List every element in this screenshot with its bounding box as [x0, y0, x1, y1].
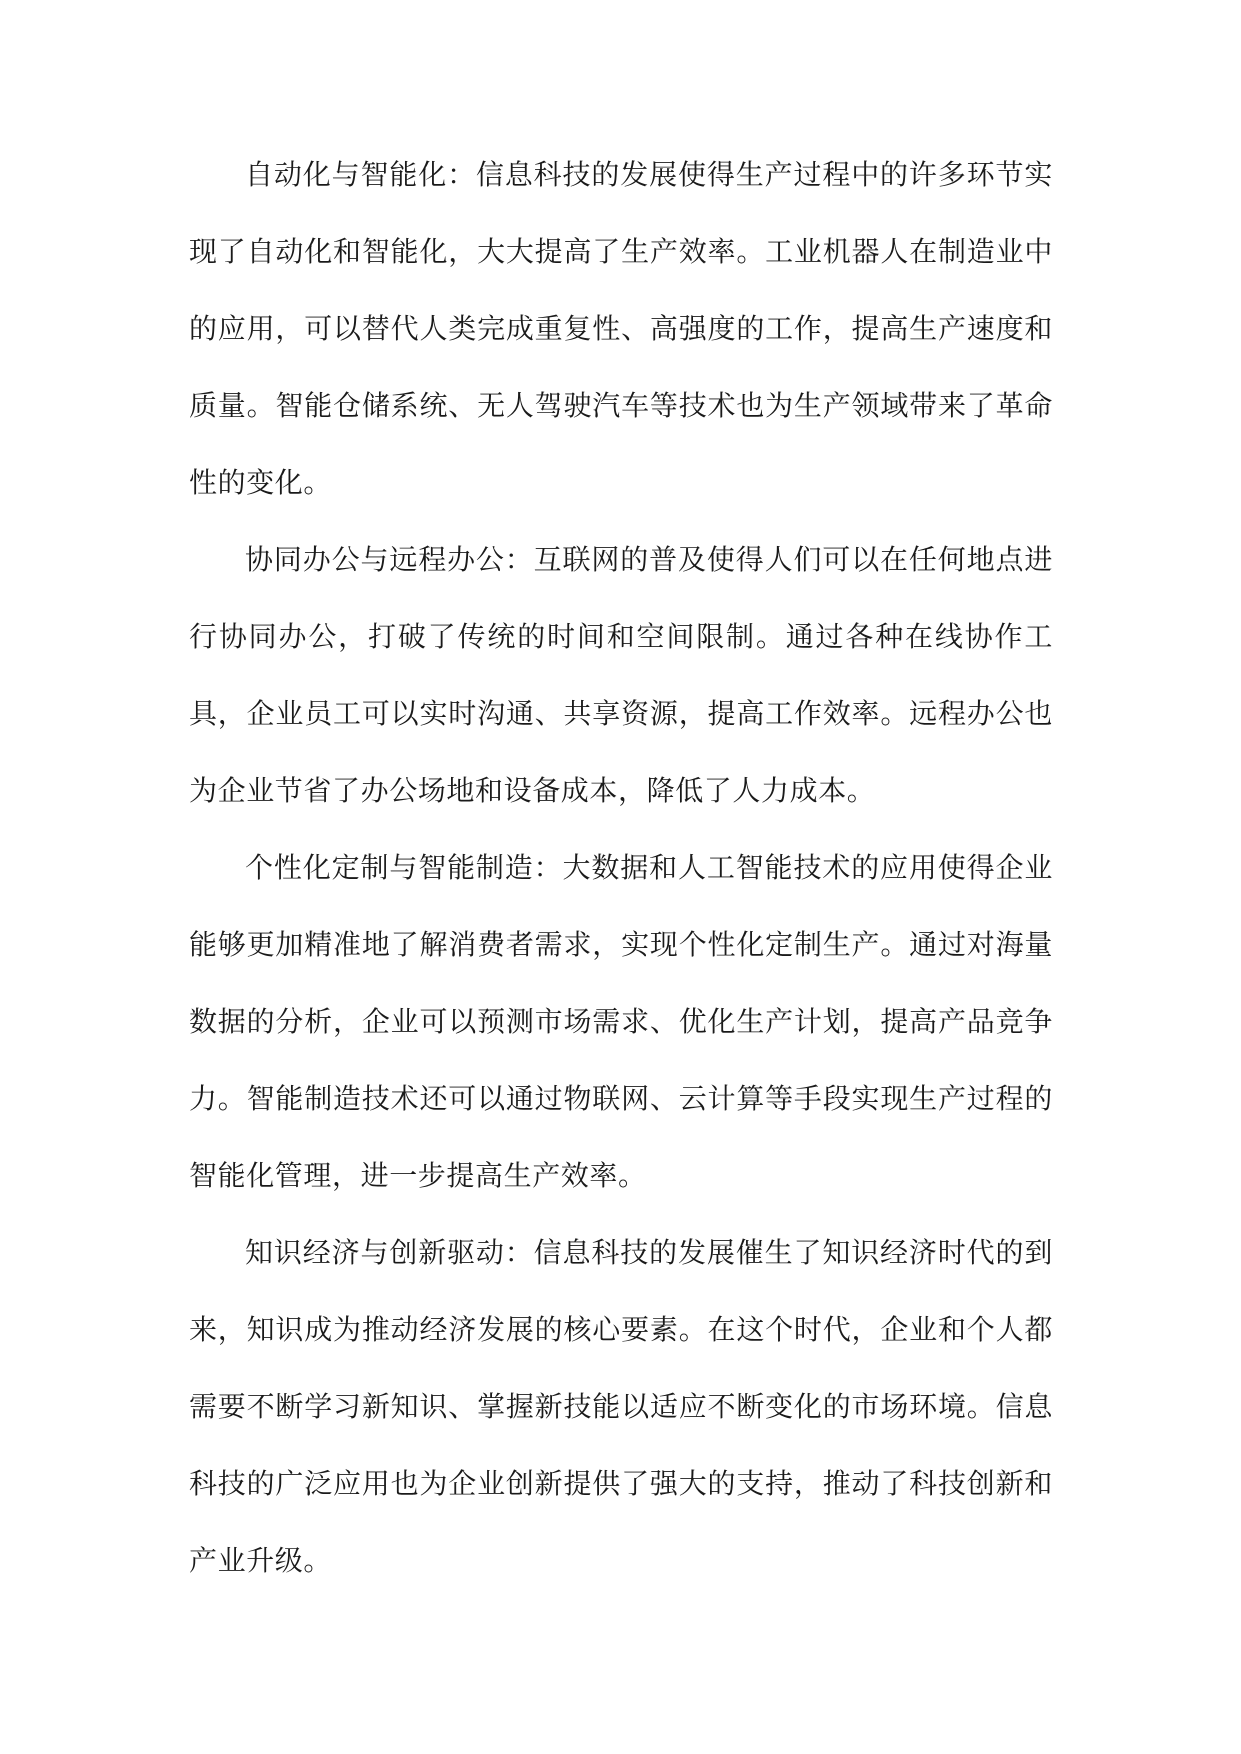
paragraph-automation: 自动化与智能化：信息科技的发展使得生产过程中的许多环节实现了自动化和智能化，大大提高了生产效率。工业机器人在制造业中的应用，可以替代人类完成重复性、高强度的工作，提高生产速度和质量。智能仓储系统、无人驾驶汽车等技术也为生产领域带来了革命性的变化。: [189, 158, 1053, 499]
paragraph-knowledge-economy: 知识经济与创新驱动：信息科技的发展催生了知识经济时代的到来，知识成为推动经济发展的核心要素。在这个时代，企业和个人都需要不断学习新知识、掌握新技能以适应不断变化的市场环境。信息科技的广泛应用也为企业创新提供了强大的支持，推动了科技创新和产业升级。: [189, 1236, 1053, 1577]
document-body: [189, 136, 1053, 1599]
paragraph-remote-office: 协同办公与远程办公：互联网的普及使得人们可以在任何地点进行协同办公，打破了传统的时间和空间限制。通过各种在线协作工具，企业员工可以实时沟通、共享资源，提高工作效率。远程办公也为企业节省了办公场地和设备成本，降低了人力成本。: [189, 543, 1053, 807]
paragraph-smart-manufacturing: 个性化定制与智能制造：大数据和人工智能技术的应用使得企业能够更加精准地了解消费者需求，实现个性化定制生产。通过对海量数据的分析，企业可以预测市场需求、优化生产计划，提高产品竞争力。智能制造技术还可以通过物联网、云计算等手段实现生产过程的智能化管理，进一步提高生产效率。: [189, 851, 1053, 1192]
